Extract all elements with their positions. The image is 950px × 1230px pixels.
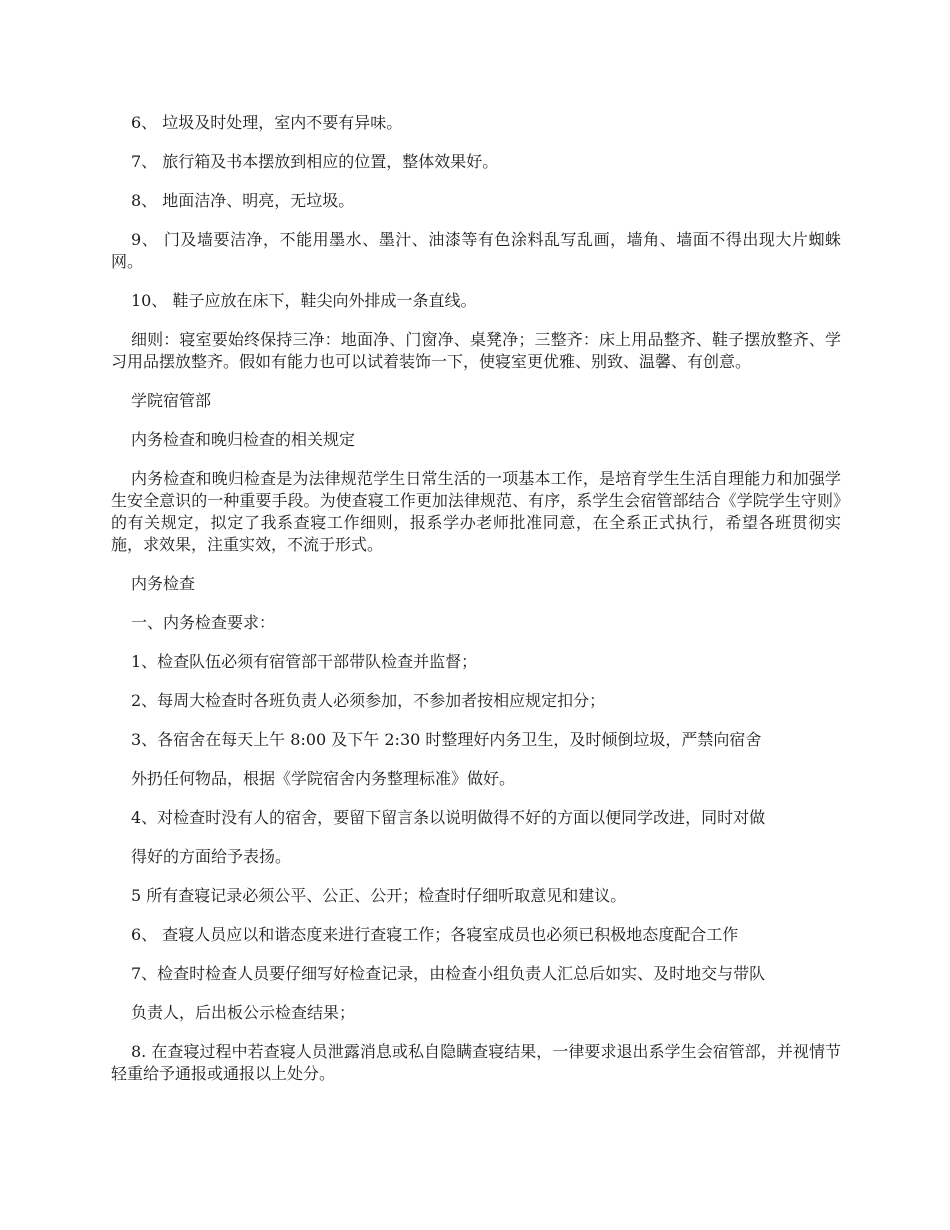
requirement-item-3: 3、各宿舍在每天上午 8:00 及下午 2:30 时整理好内务卫生，及时倾倒垃圾，严禁向宿舍 [131, 730, 762, 749]
rule-item-10: 10、 鞋子应放在床下，鞋尖向外排成一条直线。 [131, 291, 477, 310]
requirement-item-4-continued: 得好的方面给予表扬。 [131, 847, 292, 866]
requirement-item-5: 5 所有查寝记录必须公平、公正、公开；检查时仔细听取意见和建议。 [131, 886, 627, 905]
requirement-item-7: 7、检查时检查人员要仔细写好检查记录，由检查小组负责人汇总后如实、及时地交与带队 [131, 964, 766, 983]
requirement-item-8: 8. 在查寝过程中若查寝人员泄露消息或私自隐瞒查寝结果，一律要求退出系学生会宿管部，并视情节轻重给予通报或通报以上处分。 [111, 1042, 841, 1083]
requirement-item-6: 6、 查寝人员应以和谐态度来进行查寝工作；各寝室成员也必须已积极地态度配合工作 [131, 925, 739, 944]
requirement-item-4: 4、对检查时没有人的宿舍，要留下留言条以说明做得不好的方面以便同学改进，同时对做 [131, 808, 766, 827]
requirement-item-3-continued: 外扔任何物品，根据《学院宿舍内务整理标准》做好。 [131, 769, 516, 788]
intro-paragraph: 内务检查和晚归检查是为法律规范学生日常生活的一项基本工作，是培育学生生活自理能力和加强学生安全意识的一种重要手段。为使查寝工作更加法律规范、有序，系学生会宿管部结合《学院学生守则》的有关规定，拟定了我系查寝工作细则，报系学办老师批准同意，在全系正式执行，希望各班贯彻实施，求效果，注重实效，不流于形式。 [111, 469, 841, 554]
rule-item-7: 7、 旅行箱及书本摆放到相应的位置，整体效果好。 [131, 152, 499, 171]
department-signature: 学院宿管部 [131, 391, 212, 410]
document-body [111, 112, 841, 1102]
rule-item-6: 6、 垃圾及时处理，室内不要有异味。 [131, 113, 403, 132]
requirement-item-7-continued: 负责人，后出板公示检查结果； [131, 1003, 356, 1022]
requirement-item-2: 2、每周大检查时各班负责人必须参加，不参加者按相应规定扣分； [131, 691, 606, 710]
subsection-heading: 内务检查 [131, 574, 196, 593]
section-title: 内务检查和晚归检查的相关规定 [131, 430, 356, 449]
rule-item-9: 9、 门及墙要洁净，不能用墨水、墨汁、油漆等有色涂料乱写乱画，墙角、墙面不得出现大片蜘蛛网。 [111, 230, 841, 271]
requirement-item-1: 1、检查队伍必须有宿管部干部带队检查并监督； [131, 652, 478, 671]
requirements-heading: 一、内务检查要求： [131, 613, 276, 632]
rule-item-8: 8、 地面洁净、明亮，无垃圾。 [131, 191, 355, 210]
rules-details-paragraph: 细则：寝室要始终保持三净：地面净、门窗净、桌凳净；三整齐：床上用品整齐、鞋子摆放整齐、学习用品摆放整齐。假如有能力也可以试着装饰一下，使寝室更优雅、别致、温馨、有创意。 [111, 330, 841, 371]
